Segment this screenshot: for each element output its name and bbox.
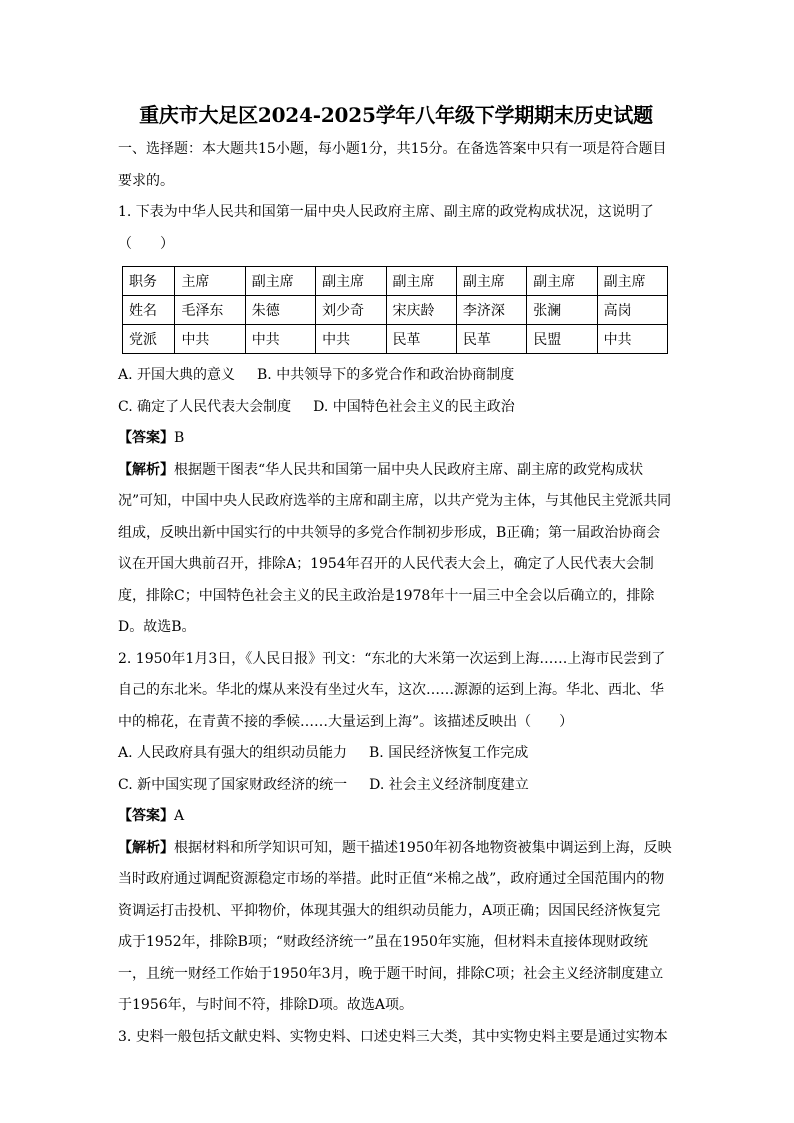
table-cell: 副主席 <box>386 267 456 296</box>
option-a: A. 开国大典的意义 <box>118 367 236 383</box>
exam-page <box>118 100 674 1053</box>
table-cell: 中共 <box>597 325 667 354</box>
table-cell: 副主席 <box>597 267 667 296</box>
table-cell: 民革 <box>456 325 526 354</box>
section-intro: 一、选择题：本大题共15小题，每小题1分，共15分。在备选答案中只有一项是符合题目要求的。 <box>118 141 667 189</box>
question-2-stem: 2. 1950年1月3日，《人民日报》刊文：“东北的大米第一次运到上海……上海市民尝到了自己的东北米。华北的煤从来没有坐过火车，这次……源源的运到上海。华北、西北、华中的棉花，在青黄不接的季候……大量运到上海”。该描述反映出（ ） <box>118 650 666 730</box>
table-cell: 中共 <box>245 325 315 354</box>
option-d: D. 社会主义经济制度建立 <box>369 776 529 793</box>
table-cell: 主席 <box>175 267 245 296</box>
table-cell: 民革 <box>386 325 456 354</box>
table-cell: 中共 <box>175 325 245 354</box>
option-c: C. 新中国实现了国家财政经济的统一 <box>118 776 348 793</box>
table-row <box>123 267 668 296</box>
table-row <box>123 296 668 325</box>
table-cell: 中共 <box>316 325 386 354</box>
question-2-answer <box>118 801 674 833</box>
table-cell: 高岗 <box>597 296 667 325</box>
analysis-text: 根据材料和所学知识可知，题干描述1950年初各地物资被集中调运到上海，反映当时政府通过调配资源稳定市场的举措。此时正值“米棉之战”，政府通过全国范围内的物资调运打击投机、平抑物价，体现其强大的组织动员能力，A项正确；因国民经济恢复完成于1952年，排除B项；“财政经济统一”虽在1950年实施，但材料未直接体现财政统一，且统一财经工作始于1950年3月，晚于题干时间，排除C项；社会主义经济制度建立于1956年，与时间不符，排除D项。故选A项。 <box>118 839 672 1013</box>
question-3-stem: 3. 史料一般包括文献史料、实物史料、口述史料三大类，其中实物史料主要是通过实物本 <box>118 1028 668 1045</box>
table-cell: 张澜 <box>527 296 597 325</box>
table-cell: 民盟 <box>527 325 597 354</box>
table-cell: 朱德 <box>245 296 315 325</box>
question-2-options-ab <box>118 738 674 770</box>
table-cell: 党派 <box>123 325 175 354</box>
table-cell: 副主席 <box>527 267 597 296</box>
question-1-table <box>122 266 668 354</box>
table-cell: 副主席 <box>245 267 315 296</box>
option-a: A. 人民政府具有强大的组织动员能力 <box>118 745 348 761</box>
table-cell: 李济深 <box>456 296 526 325</box>
table-row <box>123 325 668 354</box>
question-1-options-ab <box>118 360 674 392</box>
option-b: B. 国民经济恢复工作完成 <box>369 745 529 761</box>
answer-label: 【答案】 <box>118 430 174 446</box>
page-title: 重庆市大足区2024-2025学年八年级下学期期末历史试题 <box>139 103 653 127</box>
table-cell: 副主席 <box>316 267 386 296</box>
question-1-analysis <box>118 455 674 644</box>
question-2-analysis <box>118 833 674 1022</box>
table-cell: 宋庆龄 <box>386 296 456 325</box>
question-1-options-cd <box>118 392 674 424</box>
answer-value: A <box>174 808 185 824</box>
question-2-options-cd <box>118 770 674 802</box>
analysis-label: 【解析】 <box>118 461 174 478</box>
table-cell: 副主席 <box>456 267 526 296</box>
table-cell: 刘少奇 <box>316 296 386 325</box>
table-cell: 职务 <box>123 267 175 296</box>
analysis-label: 【解析】 <box>118 839 174 856</box>
answer-value: B <box>174 430 185 446</box>
question-1-stem: 1. 下表为中华人民共和国第一届中央人民政府主席、副主席的政党构成状况，这说明了（ ） <box>118 204 654 252</box>
option-c: C. 确定了人民代表大会制度 <box>118 398 292 415</box>
option-b: B. 中共领导下的多党合作和政治协商制度 <box>257 367 515 383</box>
table-cell: 毛泽东 <box>175 296 245 325</box>
option-d: D. 中国特色社会主义的民主政治 <box>313 398 515 415</box>
question-1-answer <box>118 423 674 455</box>
table-cell: 姓名 <box>123 296 175 325</box>
analysis-text: 根据题干图表“华人民共和国第一届中央人民政府主席、副主席的政党构成状况”可知，中国中央人民政府选举的主席和副主席，以共产党为主体，与其他民主党派共同组成，反映出新中国实行的中共领导的多党合作制初步形成，B正确；第一届政治协商会议在开国大典前召开，排除A；1954年召开的人民代表大会上，确定了人民代表大会制度，排除C；中国特色社会主义的民主政治是1978年十一届三中全会以后确立的，排除D。故选B。 <box>118 461 672 635</box>
answer-label: 【答案】 <box>118 808 174 824</box>
